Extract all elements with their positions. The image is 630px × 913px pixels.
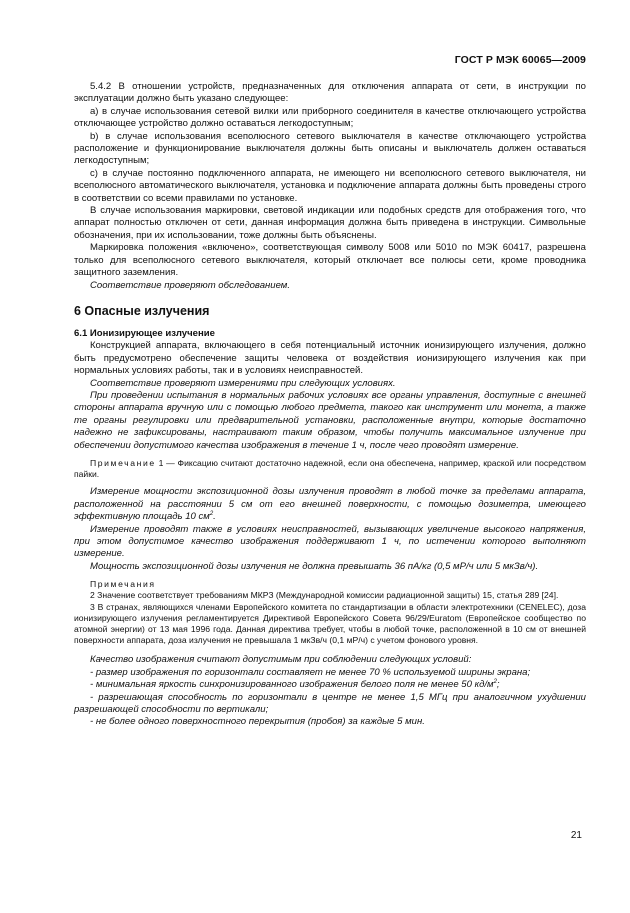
para-measure-conditions	[74, 378, 586, 390]
section-6-title: 6 Опасные излучения	[74, 303, 210, 318]
para-quality-intro-text: Качество изображения считают допустимым при соблюдении следующих условий:	[90, 654, 472, 666]
para-5-4-2-text: 5.4.2 В отношении устройств, предназначенных для отключения аппарата от сети, в инструкции по эксплуатации должно быть указано следующее:	[74, 81, 586, 105]
note-3-text: 3 В странах, являющихся членами Европейского комитета по стандартизации в области электротехники (CENELEC), доза ионизирующего излучения регламентируется Директивой Европейского Совета 96/29/Euratom (Европейское сообщество по атомной энергии) от 13 мая 1996 года. Данная директива требует, чтобы в любой точке, расположенной в 10 см от внешней поверхности аппарата, доза излучения не превышала 1 мкЗв/ч (0,1 мР/ч) с учетом фонового уровня.	[74, 601, 586, 646]
quality-item-2-end: ;	[496, 679, 500, 691]
superscript-2: 2	[209, 511, 214, 518]
content	[74, 81, 586, 729]
para-compliance-inspection-text: Соответствие проверяют обследованием.	[90, 279, 290, 291]
para-construction	[74, 340, 586, 377]
superscript-2b: 2	[493, 679, 497, 686]
para-normal-conditions-text: При проведении испытания в нормальных рабочих условиях все органы управления, доступные с внешней стороны аппарата вручную или с помощью любого предмета, такого как инструмент или монета, а также те органы регулировки или предварительной установки, расположенные внутри, которые достаточно надежно не зафиксированы, настраивают таким образом, чтобы получить максимальное излучение при обеспечении допустимого качества изображения в течение 1 ч, после чего проводят измерение.	[74, 389, 586, 451]
para-fault-measurement	[74, 524, 586, 561]
quality-item-4	[74, 716, 586, 728]
quality-item-1-text: - размер изображения по горизонтали составляет не менее 70 % используемой ширины экрана;	[90, 666, 531, 678]
para-c	[74, 168, 586, 205]
para-dose-measurement	[74, 486, 586, 523]
quality-item-2	[74, 679, 586, 691]
para-b	[74, 131, 586, 168]
para-fault-measurement-text: Измерение проводят также в условиях неисправностей, вызывающих увеличение высокого напряжения, при этом допустимое качество изображения поддерживают 1 ч, по истечении которого выполняют измерение.	[74, 523, 586, 560]
document-header: ГОСТ Р МЭК 60065—2009	[454, 54, 586, 66]
para-b-text: b) в случае использования всеполюсного сетевого выключателя в качестве отключающего устройства расположение и функционирование выключателя должны быть описаны и выключатель должен оставаться легкодоступным;	[74, 130, 586, 167]
para-dose-measurement-end: .	[213, 511, 216, 523]
para-dose-measurement-text: Измерение мощности экспозиционной дозы излучения проводят в любой точке за пределами аппарата, расположенной на расстоянии 5 см от его внешней поверхности, с помощью дозиметра, имеющего эффективную площадь 10 см	[74, 486, 586, 523]
para-measure-conditions-text: Соответствие проверяют измерениями при следующих условиях.	[90, 377, 396, 389]
quality-item-3	[74, 692, 586, 717]
para-dose-limit	[74, 561, 586, 573]
para-dose-limit-text: Мощность экспозиционной дозы излучения не должна превышать 36 пА/кг (0,5 мР/ч или 5 мкЗв/ч).	[90, 560, 539, 572]
note-3	[74, 602, 586, 647]
para-quality-intro	[74, 654, 586, 666]
para-c-text: c) в случае постоянно подключенного аппарата, не имеющего ни всеполюсного сетевого выключателя, ни всеполюсного автоматического выключателя, установка и подключение аппарата должны быть проведены строго в соответствии со всеми правилами по установке.	[74, 167, 586, 204]
subsection-6-1-title: 6.1 Ионизирующее излучение	[74, 327, 215, 339]
para-compliance-inspection	[74, 280, 586, 292]
notes-label	[74, 579, 586, 590]
para-construction-text: Конструкцией аппарата, включающего в себя потенциальный источник ионизирующего излучения, должно быть предусмотрено обеспечение защиты человека от воздействия ионизирующего излучения как при нормальных условиях работы, так и в условиях неисправностей.	[74, 340, 586, 377]
quality-item-1	[74, 667, 586, 679]
notes-label-text: Примечания	[90, 579, 156, 590]
para-a	[74, 106, 586, 131]
para-marking-text: В случае использования маркировки, световой индикации или подобных средств для отображения того, что аппарат полностью отключен от сети, данная информация должна быть приведена в инструкции. Символьные обозначения, при их использовании, тоже должны быть объяснены.	[74, 205, 586, 241]
para-5-4-2	[74, 81, 586, 106]
note-1-text: 1 — Фиксацию считают достаточно надежной, если она обеспечена, например, краской или посредством пайки.	[74, 457, 586, 480]
page-number: 21	[570, 830, 582, 841]
note-2-text: 2 Значение соответствует требованиям МКРЗ (Международной комиссии радиационной защиты) 15, статья 289 [24].	[90, 590, 559, 601]
quality-item-2-text: - минимальная яркость синхронизированного изображения белого поля не менее 50 кд/м	[90, 679, 494, 691]
note-1-label: Примечание	[90, 457, 156, 468]
para-a-text: а) в случае использования сетевой вилки или приборного соединителя в качестве отключающего устройства отключающее устройство должно оставаться легкодоступным;	[74, 105, 586, 130]
note-1	[74, 458, 586, 480]
quality-item-3-text: - разрешающая способность по горизонтали в центре не менее 1,5 МГц при аналогичном ухудшении разрешающей способности по вертикали;	[74, 691, 586, 716]
quality-item-4-text: - не более одного поверхностного перекрытия (пробоя) за каждые 5 мин.	[90, 716, 425, 728]
para-on-position	[74, 242, 586, 279]
para-normal-conditions	[74, 390, 586, 452]
para-marking	[74, 205, 586, 242]
para-on-position-text: Маркировка положения «включено», соответствующая символу 5008 или 5010 по МЭК 60417, разрешена только для всеполюсного сетевого выключателя, который отключает все полюсы сети, кроме проводника защитного заземления.	[74, 242, 586, 279]
note-2	[74, 590, 586, 601]
